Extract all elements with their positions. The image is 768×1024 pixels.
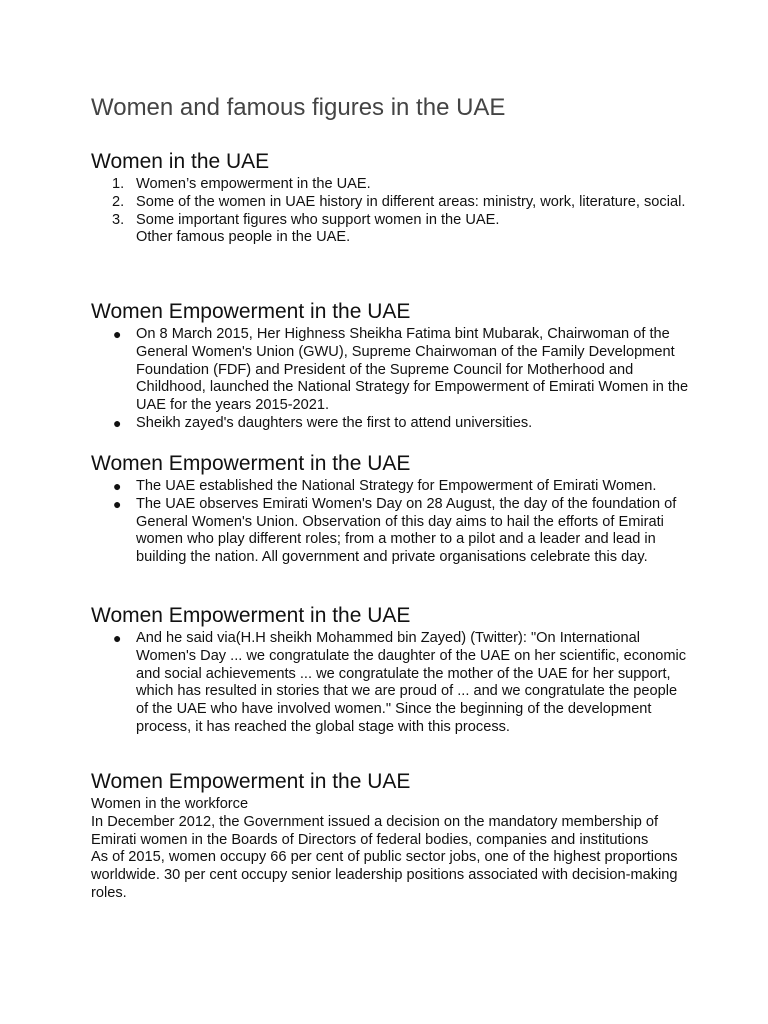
list-item <box>91 176 691 194</box>
list-item-text: Women’s empowerment in the UAE. <box>136 176 371 192</box>
bullet-list <box>91 630 691 737</box>
list-item-text: Sheikh zayed's daughters were the first to attend universities. <box>136 414 533 431</box>
list-item-text: And he said via(H.H sheikh Mohammed bin Zayed) (Twitter): "On International Women's Day ... we congratulate the daughter of the UAE on her scientific, economic and social achievements ... we congratulate the mother of the UAE for her support, which has resulted in stories that we are proud of ... and we congratulate the people of the UAE who have involved women." Since the beginning of the development process, it has reached the global stage with this process. <box>136 630 687 735</box>
paragraph: In December 2012, the Government issued a decision on the mandatory membership of Emirati women in the Boards of Directors of federal bodies, companies and institutions <box>91 813 659 848</box>
list-item <box>91 194 691 212</box>
section-heading: Women Empowerment in the UAE <box>91 452 411 475</box>
list-item <box>91 326 691 415</box>
section-heading: Women Empowerment in the UAE <box>91 770 411 793</box>
section-heading: Women Empowerment in the UAE <box>91 300 411 323</box>
list-number: 3. <box>112 211 125 228</box>
section-heading: Women in the UAE <box>91 150 270 173</box>
numbered-list <box>91 176 691 229</box>
document-title: Women and famous figures in the UAE <box>91 94 506 121</box>
bullet-icon: ● <box>113 414 122 431</box>
list-item-text: The UAE established the National Strategy for Empowerment of Emirati Women. <box>136 478 657 494</box>
bullet-icon: ● <box>113 478 122 494</box>
list-item-text: On 8 March 2015, Her Highness Sheikha Fatima bint Mubarak, Chairwoman of the General Women's Union (GWU), Supreme Chairwoman of the Family Development Foundation (FDF) and President of the Supreme Council for Motherhood and Childhood, launched the National Strategy for Empowerment of Emirati Women in the UAE for the years 2015-2021. <box>136 326 689 414</box>
section-heading: Women Empowerment in the UAE <box>91 604 411 627</box>
section-empowerment-3 <box>91 604 691 737</box>
paragraph: As of 2015, women occupy 66 per cent of public sector jobs, one of the highest proportions worldwide. 30 per cent occupy senior leadership positions associated with decision-making roles. <box>91 849 678 901</box>
section-women-in-uae <box>91 150 691 247</box>
list-item <box>91 212 691 230</box>
list-continuation-text: Other famous people in the UAE. <box>136 229 351 246</box>
bullet-icon: ● <box>113 326 122 342</box>
list-number: 2. <box>112 193 125 210</box>
list-item-text: Some important figures who support women in the UAE. <box>136 211 500 228</box>
bullet-icon: ● <box>113 495 122 512</box>
list-item <box>91 478 691 496</box>
list-item <box>91 630 691 737</box>
section-empowerment-2 <box>91 452 691 567</box>
section-empowerment-4 <box>91 770 691 903</box>
list-item <box>91 496 691 567</box>
section-subheading: Women in the workforce <box>91 796 249 812</box>
list-item <box>91 415 691 433</box>
section-empowerment-1 <box>91 300 691 433</box>
list-number: 1. <box>112 176 125 192</box>
list-item-text: Some of the women in UAE history in different areas: ministry, work, literature, social. <box>136 193 686 210</box>
bullet-list <box>91 326 691 433</box>
list-item-text: The UAE observes Emirati Women's Day on 28 August, the day of the foundation of General Women's Union. Observation of this day aims to hail the efforts of Emirati women who play different roles; from a mother to a pilot and a leader and lead in building the nation. All government and private organisations celebrate this day. <box>136 495 677 566</box>
bullet-list <box>91 478 691 567</box>
bullet-icon: ● <box>113 630 122 646</box>
